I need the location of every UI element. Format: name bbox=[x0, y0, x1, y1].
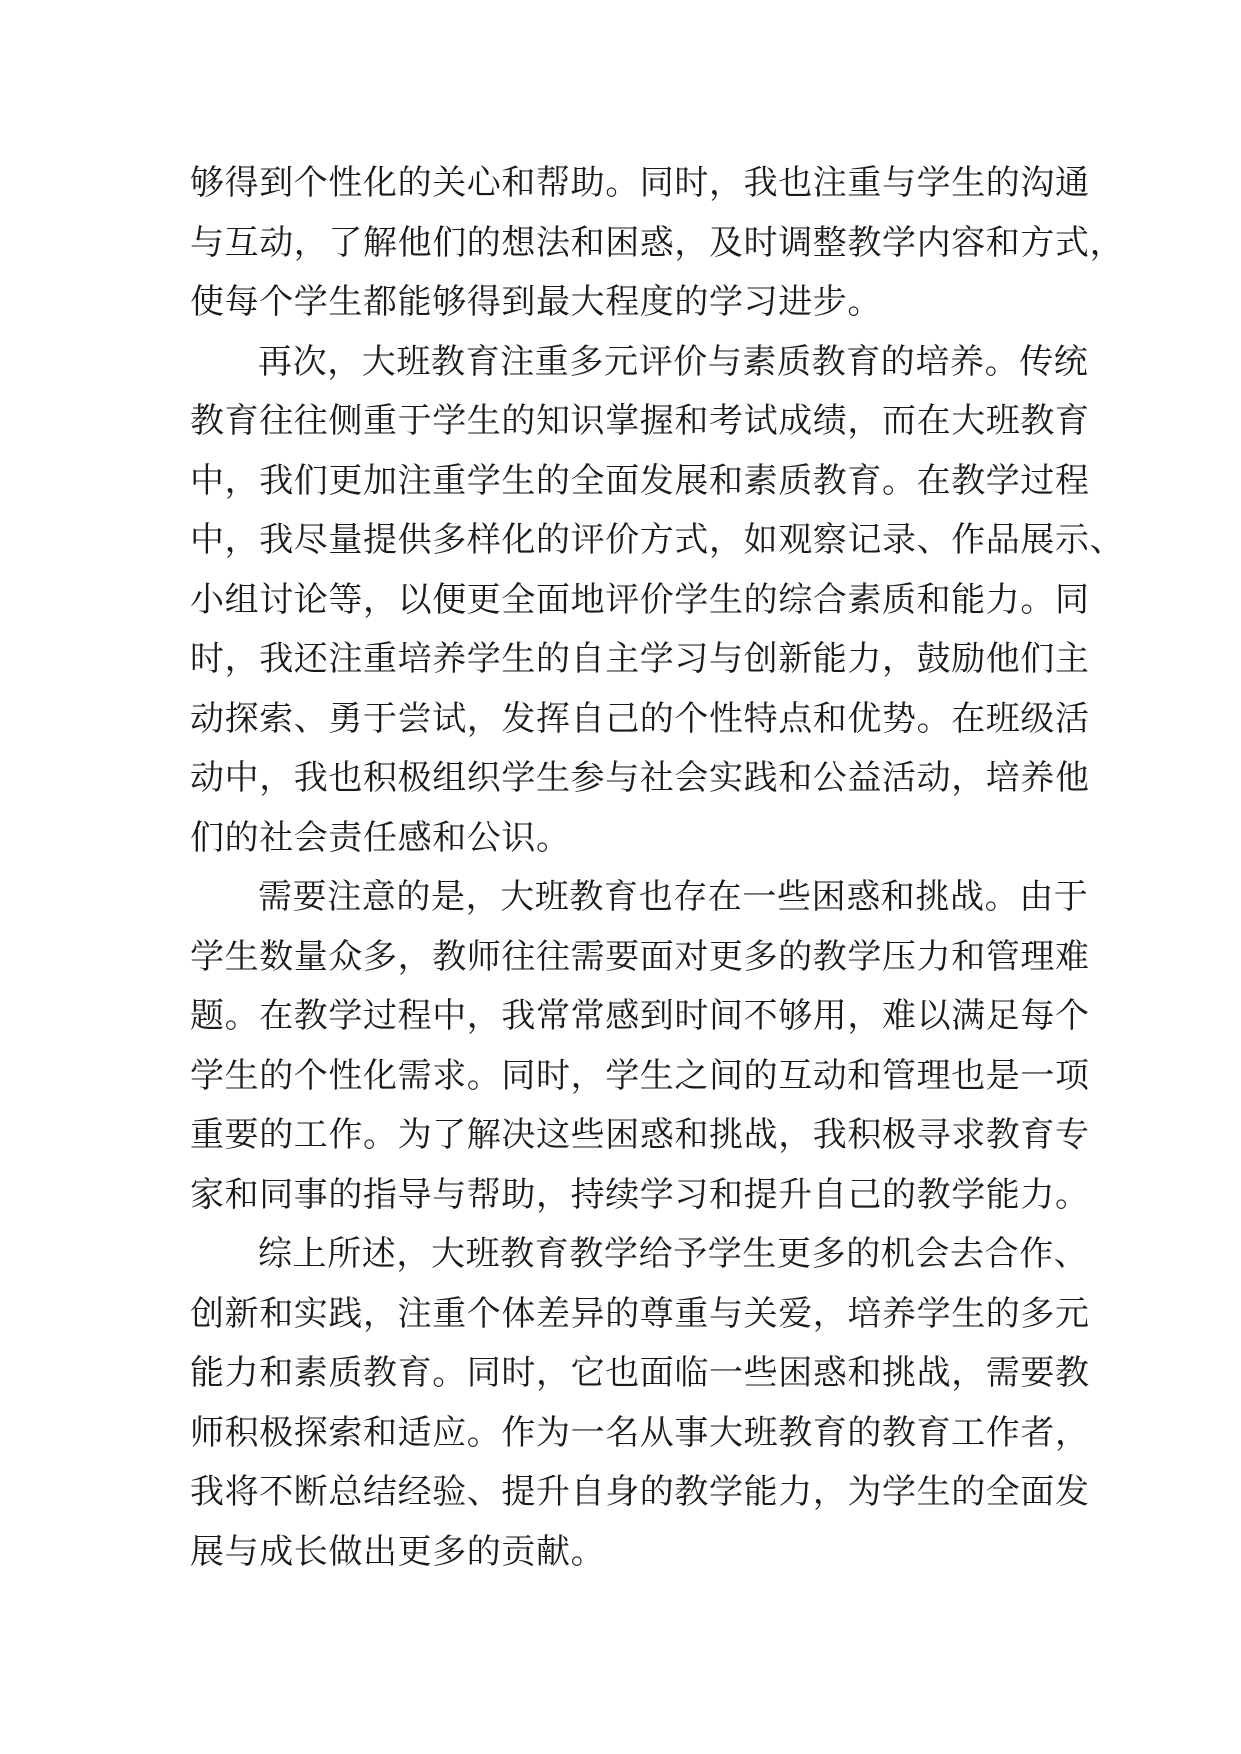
paragraph-4-line-5: 我将不断总结经验、提升自身的教学能力，为学生的全面发 bbox=[190, 1472, 1090, 1512]
paragraph-4-line-1 bbox=[190, 1225, 1089, 1285]
paragraph-4-line-6: 展与成长做出更多的贡献。 bbox=[190, 1531, 606, 1572]
paragraph-2 bbox=[190, 333, 1125, 869]
paragraph-2-line-7: 动探索、勇于尝试，发挥自己的个性特点和优势。在班级活 bbox=[190, 698, 1090, 739]
paragraph-4 bbox=[190, 1225, 1090, 1582]
paragraph-3-line-4: 学生的个性化需求。同时，学生之间的互动和管理也是一项 bbox=[190, 1055, 1090, 1096]
paragraph-1-line-2: 与互动，了解他们的想法和困惑，及时调整教学内容和方式， bbox=[190, 222, 1125, 263]
paragraph-2-line-3: 中，我们更加注重学生的全面发展和素质教育。在教学过程 bbox=[190, 460, 1090, 501]
paragraph-2-line-9: 们的社会责任感和公识。 bbox=[190, 817, 571, 858]
paragraph-2-line-2: 教育往往侧重于学生的知识掌握和考试成绩，而在大班教育 bbox=[190, 401, 1090, 441]
paragraph-2-line-6: 时，我还注重培养学生的自主学习与创新能力，鼓励他们主 bbox=[190, 639, 1090, 679]
paragraph-3-line-1-text: 需要注意的是，大班教育也存在一些困惑和挑战。由于 bbox=[258, 877, 1089, 917]
paragraph-2-line-1-text: 再次，大班教育注重多元评价与素质教育的培养。传统 bbox=[258, 341, 1089, 382]
paragraph-4-line-1-text: 综上所述，大班教育教学给予学生更多的机会去合作、 bbox=[258, 1234, 1089, 1274]
paragraph-3 bbox=[190, 868, 1090, 1225]
paragraph-3-line-1 bbox=[190, 868, 1089, 928]
paragraph-2-line-4: 中，我尽量提供多样化的评价方式，如观察记录、作品展示、 bbox=[190, 520, 1125, 560]
paragraph-3-line-3: 题。在教学过程中，我常常感到时间不够用，难以满足每个 bbox=[190, 996, 1090, 1036]
paragraph-1 bbox=[190, 154, 1125, 333]
document-body bbox=[190, 154, 1125, 1582]
paragraph-3-line-2: 学生数量众多，教师往往需要面对更多的教学压力和管理难 bbox=[190, 936, 1090, 977]
paragraph-3-line-6: 家和同事的指导与帮助，持续学习和提升自己的教学能力。 bbox=[190, 1174, 1090, 1215]
paragraph-1-line-3: 使每个学生都能够得到最大程度的学习进步。 bbox=[190, 282, 882, 322]
paragraph-1-line-1: 够得到个性化的关心和帮助。同时，我也注重与学生的沟通 bbox=[190, 163, 1090, 203]
paragraph-2-line-5: 小组讨论等，以便更全面地评价学生的综合素质和能力。同 bbox=[190, 579, 1090, 620]
paragraph-2-line-8: 动中，我也积极组织学生参与社会实践和公益活动，培养他 bbox=[190, 758, 1090, 798]
paragraph-4-line-4: 师积极探索和适应。作为一名从事大班教育的教育工作者， bbox=[190, 1412, 1090, 1453]
paragraph-4-line-3: 能力和素质教育。同时，它也面临一些困惑和挑战，需要教 bbox=[190, 1353, 1090, 1393]
paragraph-3-line-5: 重要的工作。为了解决这些困惑和挑战，我积极寻求教育专 bbox=[190, 1115, 1090, 1155]
paragraph-4-line-2: 创新和实践，注重个体差异的尊重与关爱，培养学生的多元 bbox=[190, 1293, 1090, 1334]
paragraph-2-line-1 bbox=[190, 333, 1089, 393]
